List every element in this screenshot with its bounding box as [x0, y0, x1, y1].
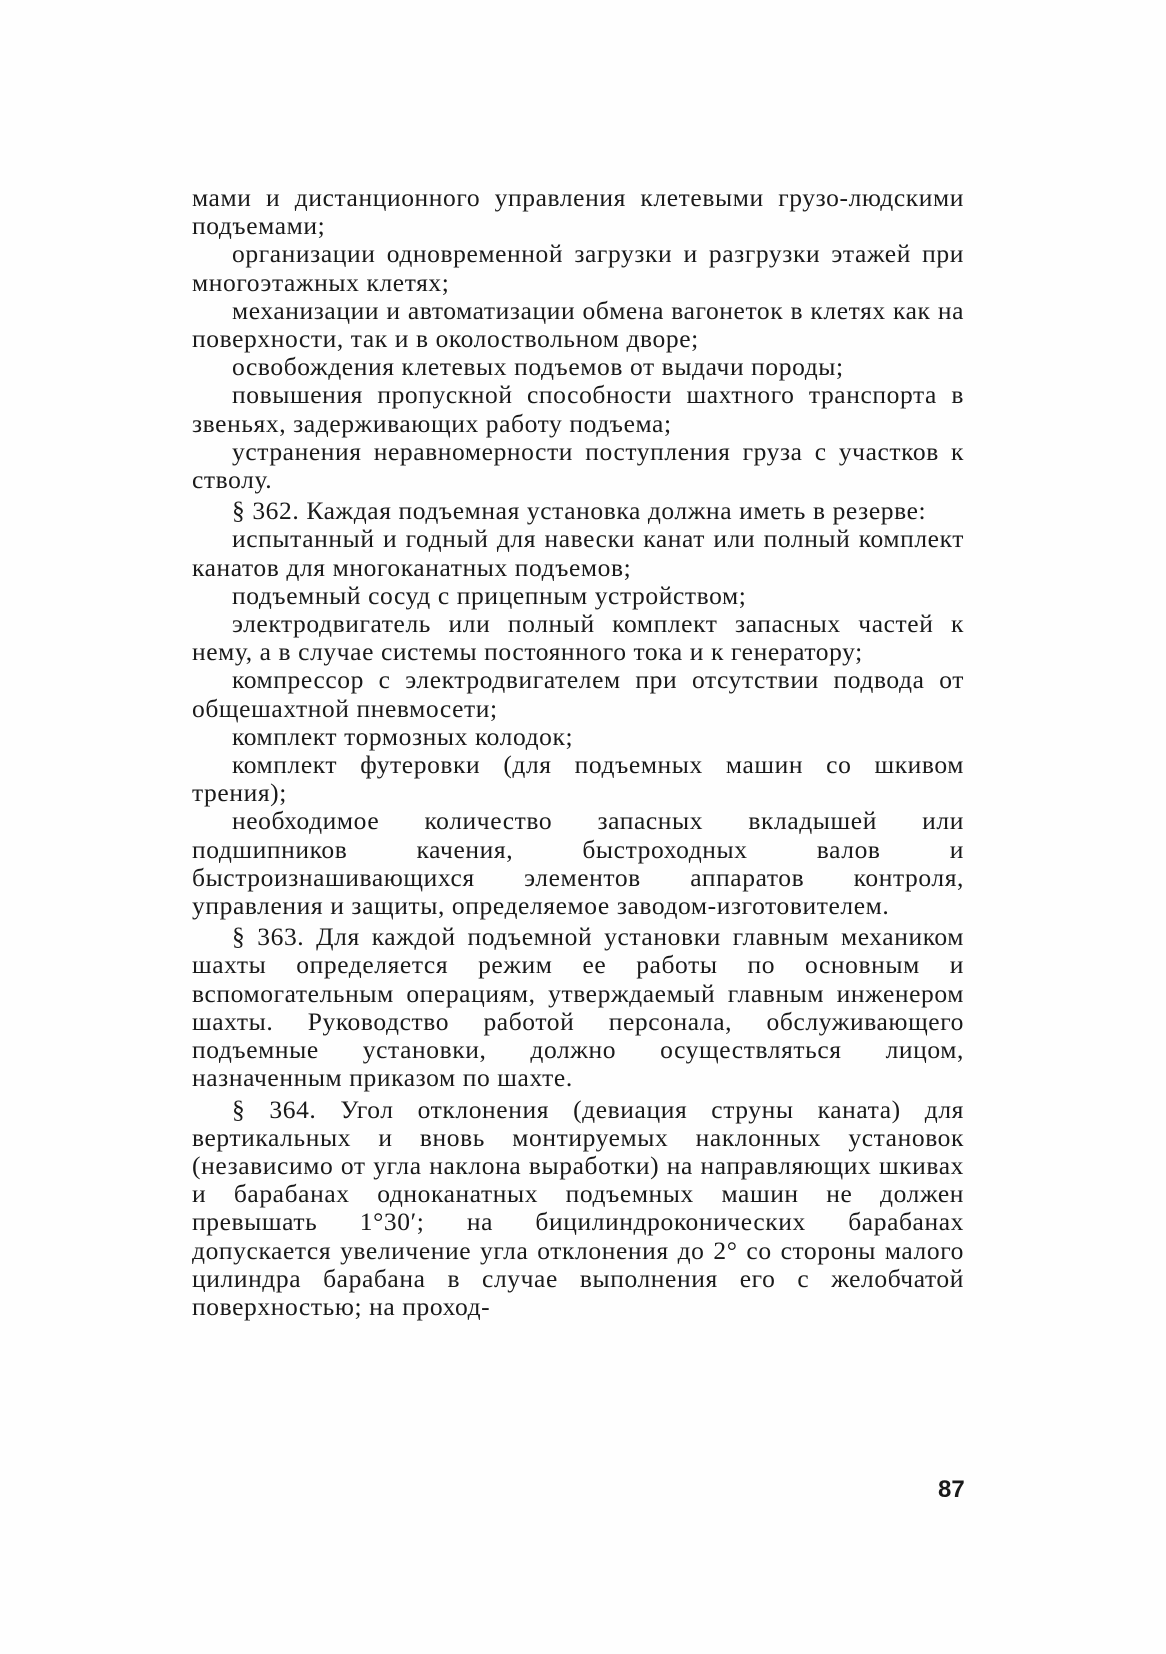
list-item-rock-release: освобождения клетевых подъемов от выдачи породы;	[232, 352, 844, 382]
body-text	[192, 184, 964, 1321]
reserve-item-vessel: подъемный сосуд с прицепным устройством;	[232, 580, 747, 610]
reserve-item-brake-shoes: комплект тормозных колодок;	[232, 721, 574, 751]
list-item-loading: организации одновременной загрузки и разгрузки этажей при многоэтажных клетях;	[192, 239, 964, 297]
section-364: § 364. Угол отклонения (девиация струны каната) для вертикальных и вновь монтируемых наклонных установок (независимо от угла наклона выработки) на направляющих шкивах и барабанах одноканатных подъемных машин не должен превышать 1°30′; на бицилиндроконических барабанах допускается увеличение угла отклонения до 2° со стороны малого цилиндра барабана в случае выполнения его с желобчатой поверхностью; на проход-	[192, 1094, 964, 1321]
list-item-irregularity: устранения неравномерности поступления груза с участков к стволу.	[192, 436, 964, 495]
reserve-item-motor: электродвигатель или полный комплект запасных частей к нему, а в случае системы постоянного тока и к генератору;	[192, 609, 964, 667]
page-number: 87	[938, 1476, 965, 1503]
section-363: § 363. Для каждой подъемной установки главным механиком шахты определяется режим ее работы по основным и вспомогательным операциям, утверждаемый главным инженером шахты. Руководство работой персонала, обслуживающего подъемные установки, должно осуществляться лицом, назначенным приказом по шахте.	[192, 922, 964, 1093]
reserve-item-compressor: компрессор с электродвигателем при отсутствии подвода от общешахтной пневмосети;	[192, 665, 964, 723]
reserve-item-lining: комплект футеровки (для подъемных машин со шкивом трения);	[192, 750, 964, 808]
list-item-mechanization: механизации и автоматизации обмена вагонеток в клетях как на поверхности, так и в околоствольном дворе;	[192, 295, 964, 354]
list-item-transport: повышения пропускной способности шахтного транспорта в звеньях, задерживающих работу подъема;	[192, 380, 964, 438]
reserve-item-rope: испытанный и годный для навески канат или полный комплект канатов для многоканатных подъемов;	[192, 524, 964, 582]
section-362-heading: § 362. Каждая подъемная установка должна иметь в резерве:	[232, 496, 927, 526]
reserve-item-bearings: необходимое количество запасных вкладышей или подшипников качения, быстроходных валов и быстроизнашивающихся элементов аппаратов контроля, управления и защиты, определяемое заводом-изготовителем.	[192, 806, 964, 921]
paragraph-continuation: мами и дистанционного управления клетевыми грузо-людскими подъемами;	[192, 183, 964, 241]
